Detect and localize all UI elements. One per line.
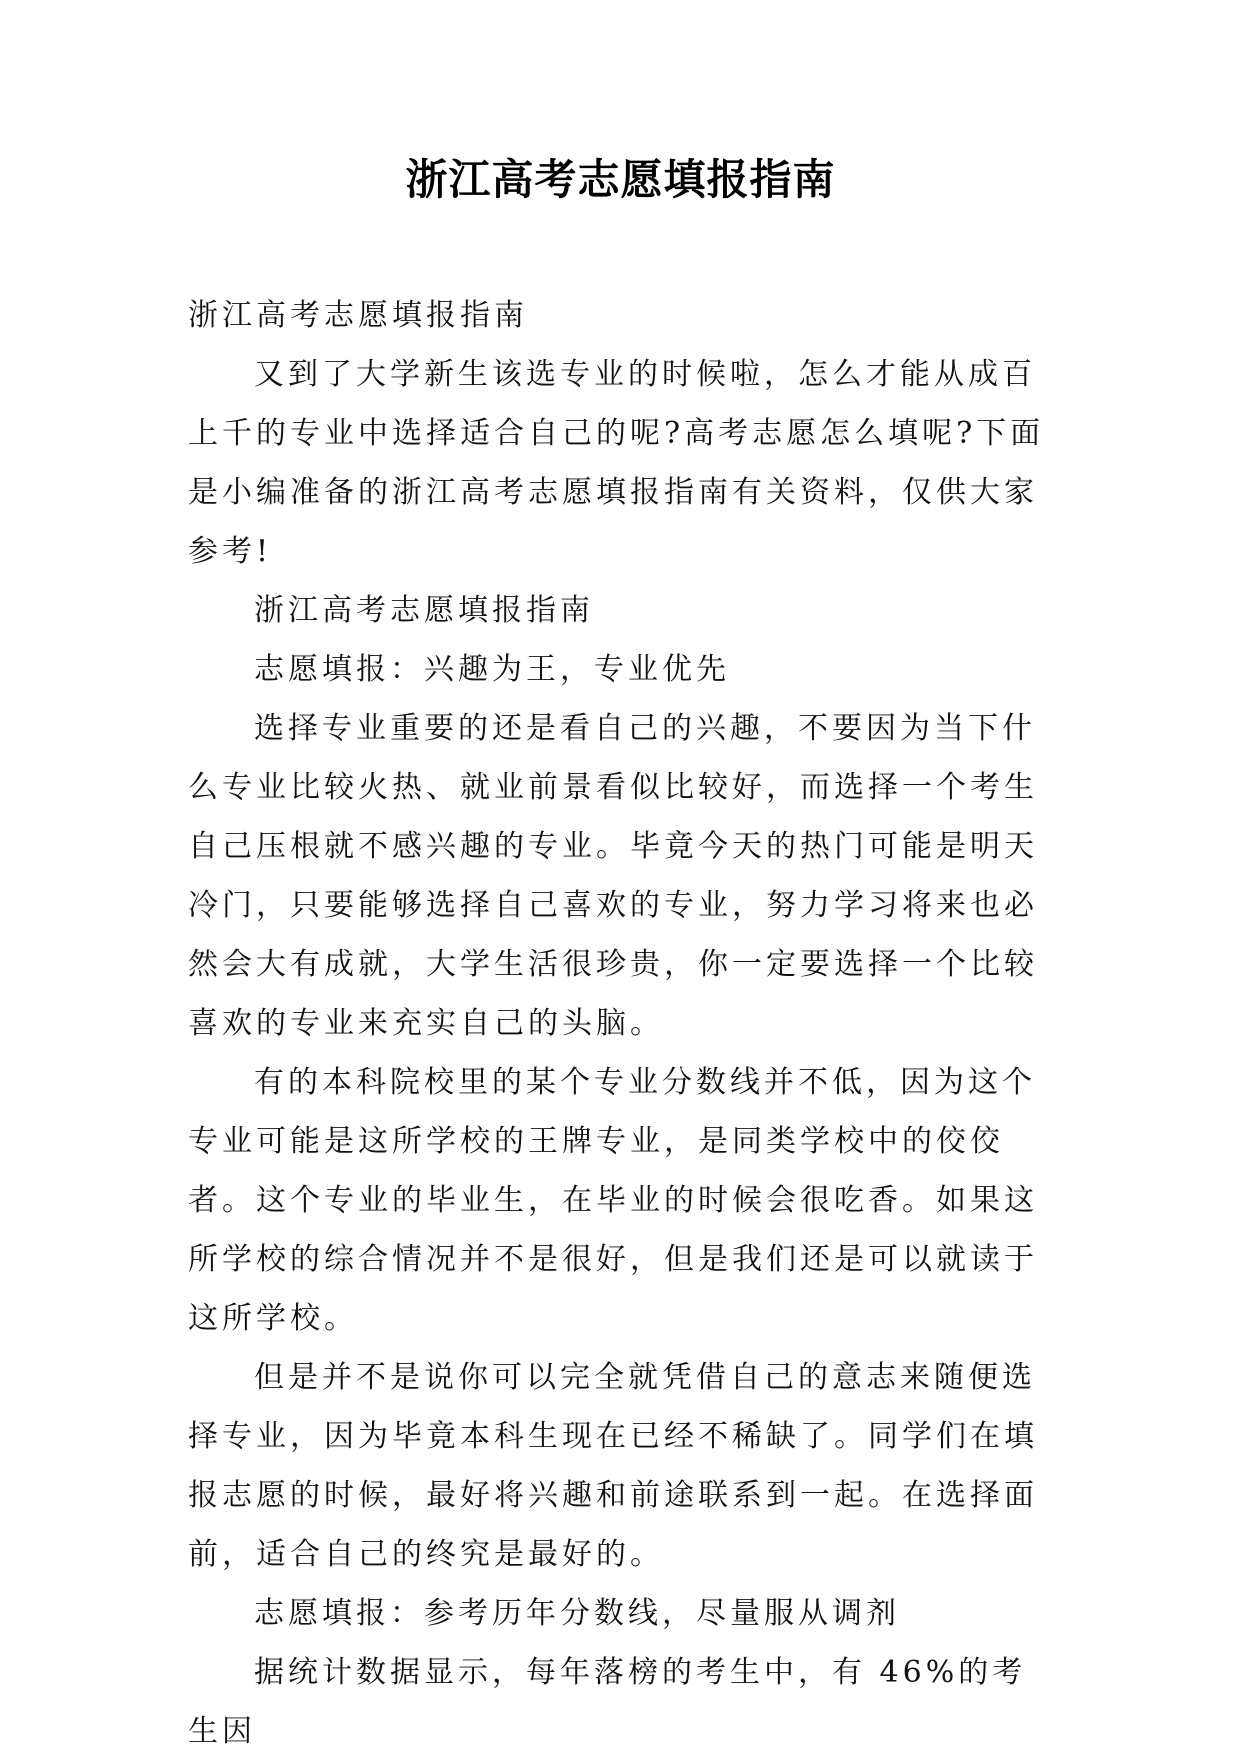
paragraph-choice: 但是并不是说你可以完全就凭借自己的意志来随便选择专业，因为毕竟本科生现在已经不稀缺了。同学们在填报志愿的时候，最好将兴趣和前途联系到一起。在选择面前，适合自己的终究是最好的。: [188, 1360, 1038, 1572]
body-heading: 浙江高考志愿填报指南: [188, 298, 528, 333]
intro-paragraph: 又到了大学新生该选专业的时候啦，怎么才能从成百上千的专业中选择适合自己的呢?高考志愿怎么填呢?下面是小编准备的浙江高考志愿填报指南有关资料，仅供大家参考!: [188, 357, 1045, 569]
subheading-interest: 志愿填报：兴趣为王，专业优先: [254, 652, 730, 687]
paragraph-major-score: 有的本科院校里的某个专业分数线并不低，因为这个专业可能是这所学校的王牌专业，是同类学校中的佼佼者。这个专业的毕业生，在毕业的时候会很吃香。如果这所学校的综合情况并不是很好，但是我们还是可以就读于这所学校。: [188, 1065, 1038, 1336]
paragraph-statistics: 据统计数据显示，每年落榜的考生中，有 46%的考生因: [188, 1655, 1027, 1749]
subheading-score-lines: 志愿填报：参考历年分数线，尽量服从调剂: [254, 1596, 900, 1631]
document-body: [188, 286, 1048, 1761]
paragraph-interest: 选择专业重要的还是看自己的兴趣，不要因为当下什么专业比较火热、就业前景看似比较好，而选择一个考生自己压根就不感兴趣的专业。毕竟今天的热门可能是明天冷门，只要能够选择自己喜欢的专业，努力学习将来也必然会大有成就，大学生活很珍贵，你一定要选择一个比较喜欢的专业来充实自己的头脑。: [188, 711, 1038, 1041]
section-heading: 浙江高考志愿填报指南: [254, 593, 594, 628]
document-title: 浙江高考志愿填报指南: [405, 155, 836, 204]
